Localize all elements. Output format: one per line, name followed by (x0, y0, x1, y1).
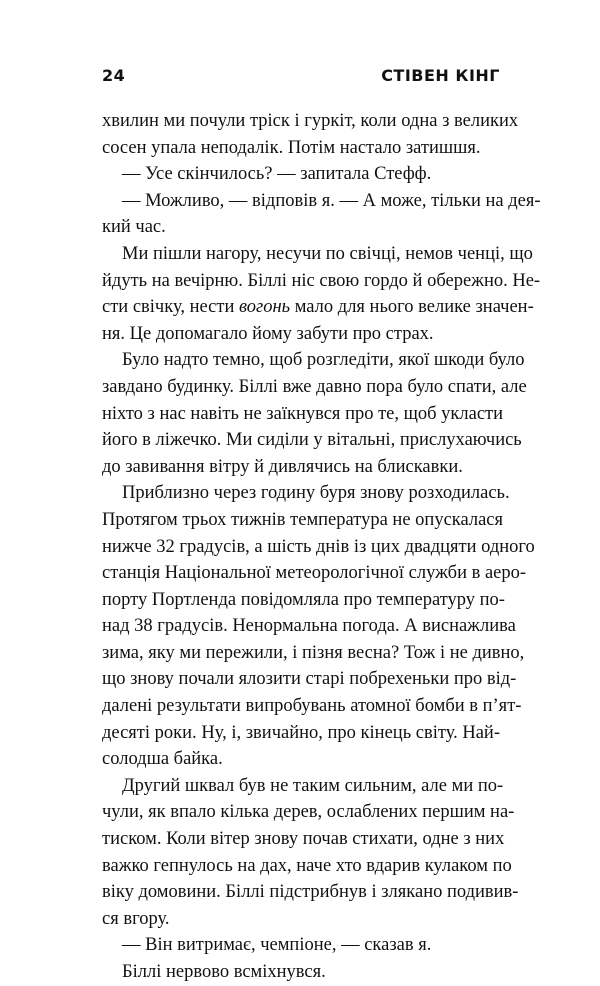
italic-emphasis: вогонь (238, 297, 291, 318)
running-head-author: СТІВЕН КІНГ (381, 66, 500, 85)
text-line: завдано будинку. Біллі вже давно пора було спати, але (102, 376, 527, 397)
text-line: Біллі нервово всміхнувся. (122, 962, 326, 982)
text-line: хвилин ми почули тріск і гуркіт, коли одна з великих (102, 111, 519, 131)
text-line: йдуть на вечірню. Біллі ніс свою гордо й обережно. Не- (102, 270, 541, 291)
text-line: ніхто з нас навіть не заїкнувся про те, щоб укласти (102, 403, 504, 424)
text-line: важко гепнулось на дах, наче хто вдарив кулаком по (102, 855, 512, 876)
text-line: — Можливо, — відповів я. — А може, тільки на дея- (122, 190, 541, 211)
text-line: десяті роки. Ну, і, звичайно, про кінець світу. Най- (102, 722, 500, 743)
text-line: чули, як впало кілька дерев, ослаблених першим на- (102, 802, 515, 823)
text-line: ся вгору. (102, 908, 170, 929)
text-line: солодша байка. (102, 749, 223, 770)
text-segment: мало для нього велике значен- (290, 297, 534, 318)
text-line: Ми пішли нагору, несучи по свічці, немов ченці, що (122, 243, 533, 264)
text-line: його в ліжечко. Ми сиділи у вітальні, прислухаючись (102, 430, 522, 451)
text-line: — Він витримає, чемпіоне, — сказав я. (122, 935, 432, 956)
text-line: — Усе скінчилось? — запитала Стефф. (122, 164, 432, 185)
text-line: над 38 градусів. Ненормальна погода. А виснажлива (102, 616, 516, 637)
text-line: віку домовини. Біллі підстрибнув і злякано подивив- (102, 882, 519, 903)
text-line: зима, яку ми пережили, і пізня весна? Тож і не дивно, (102, 642, 525, 663)
text-line: кий час. (102, 217, 166, 238)
text-line: сосен упала неподалік. Потім настало затишшя. (102, 137, 481, 158)
text-line: далені результати випробувань атомної бомби в п’ят- (102, 696, 522, 717)
page-number: 24 (102, 66, 126, 85)
text-line: ня. Це допомагало йому забути про страх. (102, 323, 434, 344)
text-line: Було надто темно, щоб розгледіти, якої шкоди було (122, 350, 525, 371)
text-line: Приблизно через годину буря знову розходилась. (122, 483, 510, 504)
text-line: нижче 32 градусів, а шість днів із цих двадцяти одного (102, 536, 535, 557)
text-line: Протягом трьох тижнів температура не опускалася (102, 509, 504, 530)
text-line: порту Портленда повідомляла про температуру по- (102, 589, 505, 610)
body-text (102, 108, 541, 986)
text-segment: сти свічку, нести (102, 297, 239, 318)
text-line: до завивання вітру й дивлячись на блискавки. (102, 456, 463, 477)
text-line: Другий шквал був не таким сильним, але ми по- (122, 775, 504, 796)
text-line (102, 294, 534, 321)
page-header (102, 66, 500, 88)
text-line: тиском. Коли вітер знову почав стихати, одне з них (102, 829, 505, 850)
text-line: що знову почали ялозити старі побрехеньки про від- (102, 669, 517, 690)
text-line: станція Національної метеорологічної служби в аеро- (102, 563, 527, 584)
